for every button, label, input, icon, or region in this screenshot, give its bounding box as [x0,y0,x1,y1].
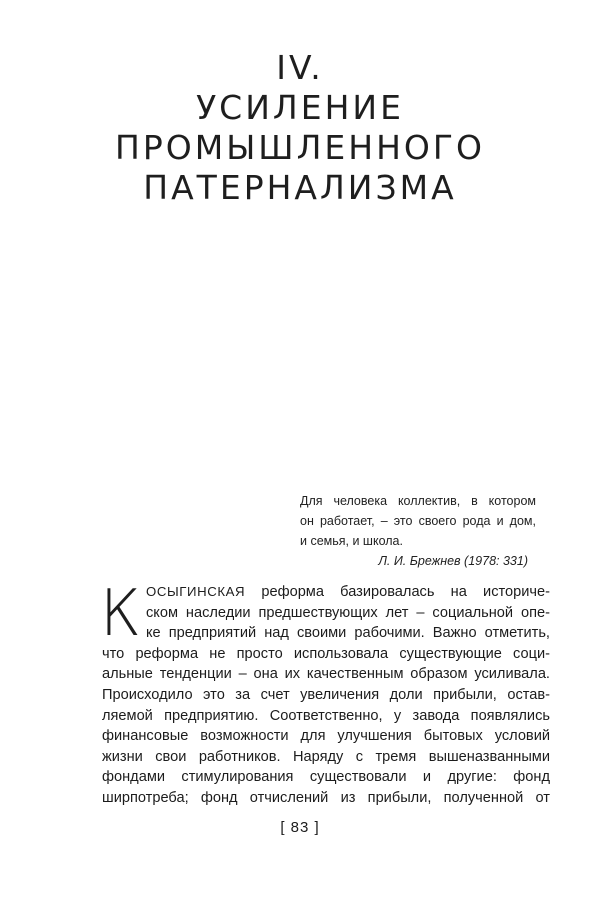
drop-cap: К [100,577,141,651]
body-line-4: что реформа не просто использовала существующие соци- [102,645,550,662]
body-line-2 [102,603,550,624]
body-line-6: Происходило это за счет увеличения доли прибыли, остав- [102,686,550,703]
body-paragraph [100,577,550,809]
chapter-number: IV. [276,48,324,87]
body-line-5: альные тенденции – она их качественным образом усиливала. [102,666,550,683]
body-line-1-text: реформа базировалась на историче- [245,584,550,600]
smallcaps-lead: ОСЫГИНСКАЯ [146,584,246,599]
epigraph-line-2: он работает, – это своего рода и дом, [300,514,536,528]
body-line-10: фондами стимулирования существовали и другие: фонд [102,769,550,786]
chapter-title-line-2: ПРОМЫШЛЕННОГО [115,128,485,167]
chapter-heading [0,48,600,208]
epigraph-line-1: Для человека коллектив, в котором [300,494,536,508]
body-line-11: ширпотреба; фонд отчислений из прибыли, полученной от [102,789,550,806]
epigraph [300,491,536,571]
epigraph-line-3: и семья, и школа. [300,534,403,548]
body-line-3-text: ке предприятий над своими рабочими. Важно отметить, [146,625,550,642]
body-line-1 [102,582,550,603]
body-line-9: жизни свои работников. Наряду с тремя вышеназванными [102,748,550,765]
page-number: [ 83 ] [280,819,320,836]
body-line-7: ляемой предприятию. Соответственно, у завода появлялись [102,707,550,724]
body-line-3 [102,623,550,644]
chapter-title-line-1: УСИЛЕНИЕ [196,88,404,127]
chapter-title-line-3: ПАТЕРНАЛИЗМА [143,168,457,207]
body-line-2-text: ском наследии предшествующих лет – социальной опе- [146,604,550,621]
body-line-8: финансовые возможности для улучшения бытовых условий [102,728,550,745]
epigraph-attribution: Л. И. Брежнев (1978: 331) [378,554,528,568]
